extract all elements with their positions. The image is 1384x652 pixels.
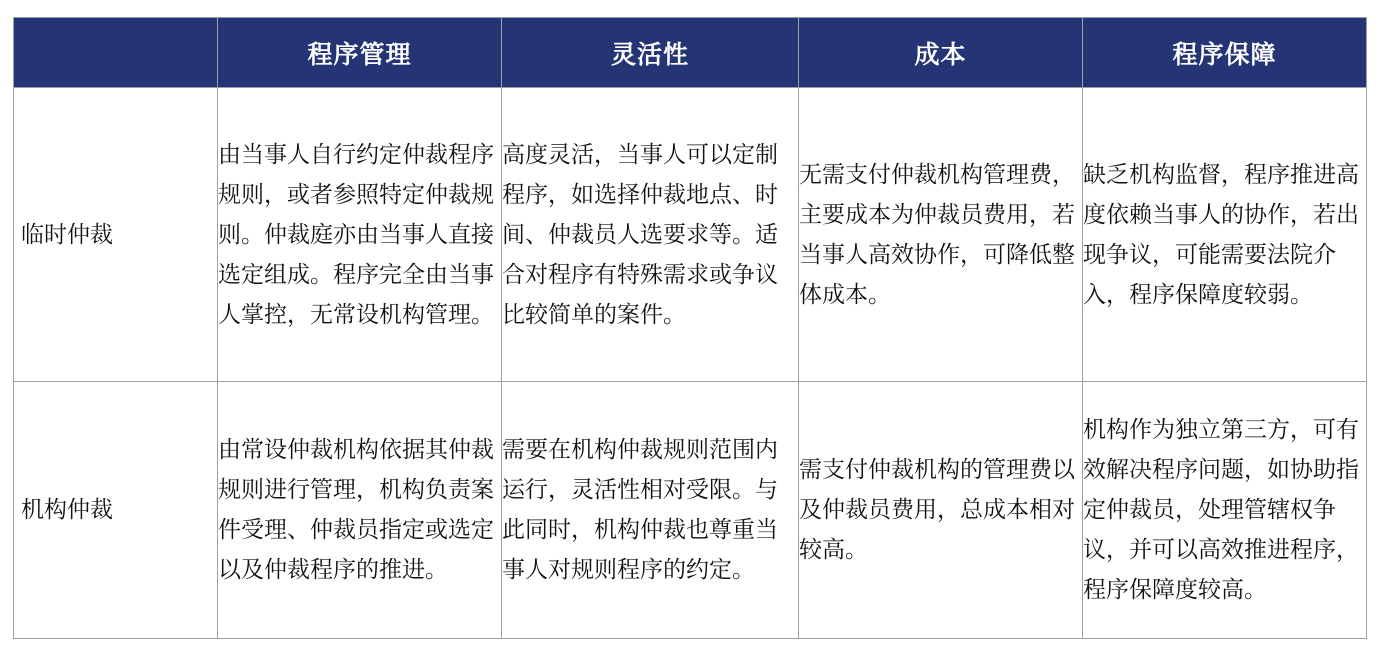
header-procedural-safeguard: 程序保障 bbox=[1083, 18, 1367, 88]
table-header bbox=[14, 18, 1367, 88]
cell-flexibility: 需要在机构仲裁规则范围内运行，灵活性相对受限。与此同时，机构仲裁也尊重当事人对规则程序的约定。 bbox=[502, 382, 799, 639]
cell-procedural-safeguard: 缺乏机构监督，程序推进高度依赖当事人的协作，若出现争议，可能需要法院介入，程序保障度较弱。 bbox=[1083, 88, 1367, 382]
header-procedure-management: 程序管理 bbox=[218, 18, 502, 88]
table-row bbox=[14, 88, 1367, 382]
cell-procedure-management: 由当事人自行约定仲裁程序规则，或者参照特定仲裁规则。仲裁庭亦由当事人直接选定组成。程序完全由当事人掌控，无常设机构管理。 bbox=[218, 88, 502, 382]
comparison-table bbox=[13, 17, 1367, 639]
table-body bbox=[14, 88, 1367, 639]
cell-procedure-management: 由常设仲裁机构依据其仲裁规则进行管理，机构负责案件受理、仲裁员指定或选定以及仲裁程序的推进。 bbox=[218, 382, 502, 639]
table-row bbox=[14, 382, 1367, 639]
cell-cost: 无需支付仲裁机构管理费，主要成本为仲裁员费用，若当事人高效协作，可降低整体成本。 bbox=[799, 88, 1083, 382]
cell-cost: 需支付仲裁机构的管理费以及仲裁员费用，总成本相对较高。 bbox=[799, 382, 1083, 639]
row-label-ad-hoc-arbitration: 临时仲裁 bbox=[14, 88, 218, 382]
header-cost: 成本 bbox=[799, 18, 1083, 88]
cell-flexibility: 高度灵活，当事人可以定制程序，如选择仲裁地点、时间、仲裁员人选要求等。适合对程序有特殊需求或争议比较简单的案件。 bbox=[502, 88, 799, 382]
header-row bbox=[14, 18, 1367, 88]
row-label-institutional-arbitration: 机构仲裁 bbox=[14, 382, 218, 639]
header-flexibility: 灵活性 bbox=[502, 18, 799, 88]
cell-procedural-safeguard: 机构作为独立第三方，可有效解决程序问题，如协助指定仲裁员，处理管辖权争议，并可以高效推进程序，程序保障度较高。 bbox=[1083, 382, 1367, 639]
header-corner-cell bbox=[14, 18, 218, 88]
